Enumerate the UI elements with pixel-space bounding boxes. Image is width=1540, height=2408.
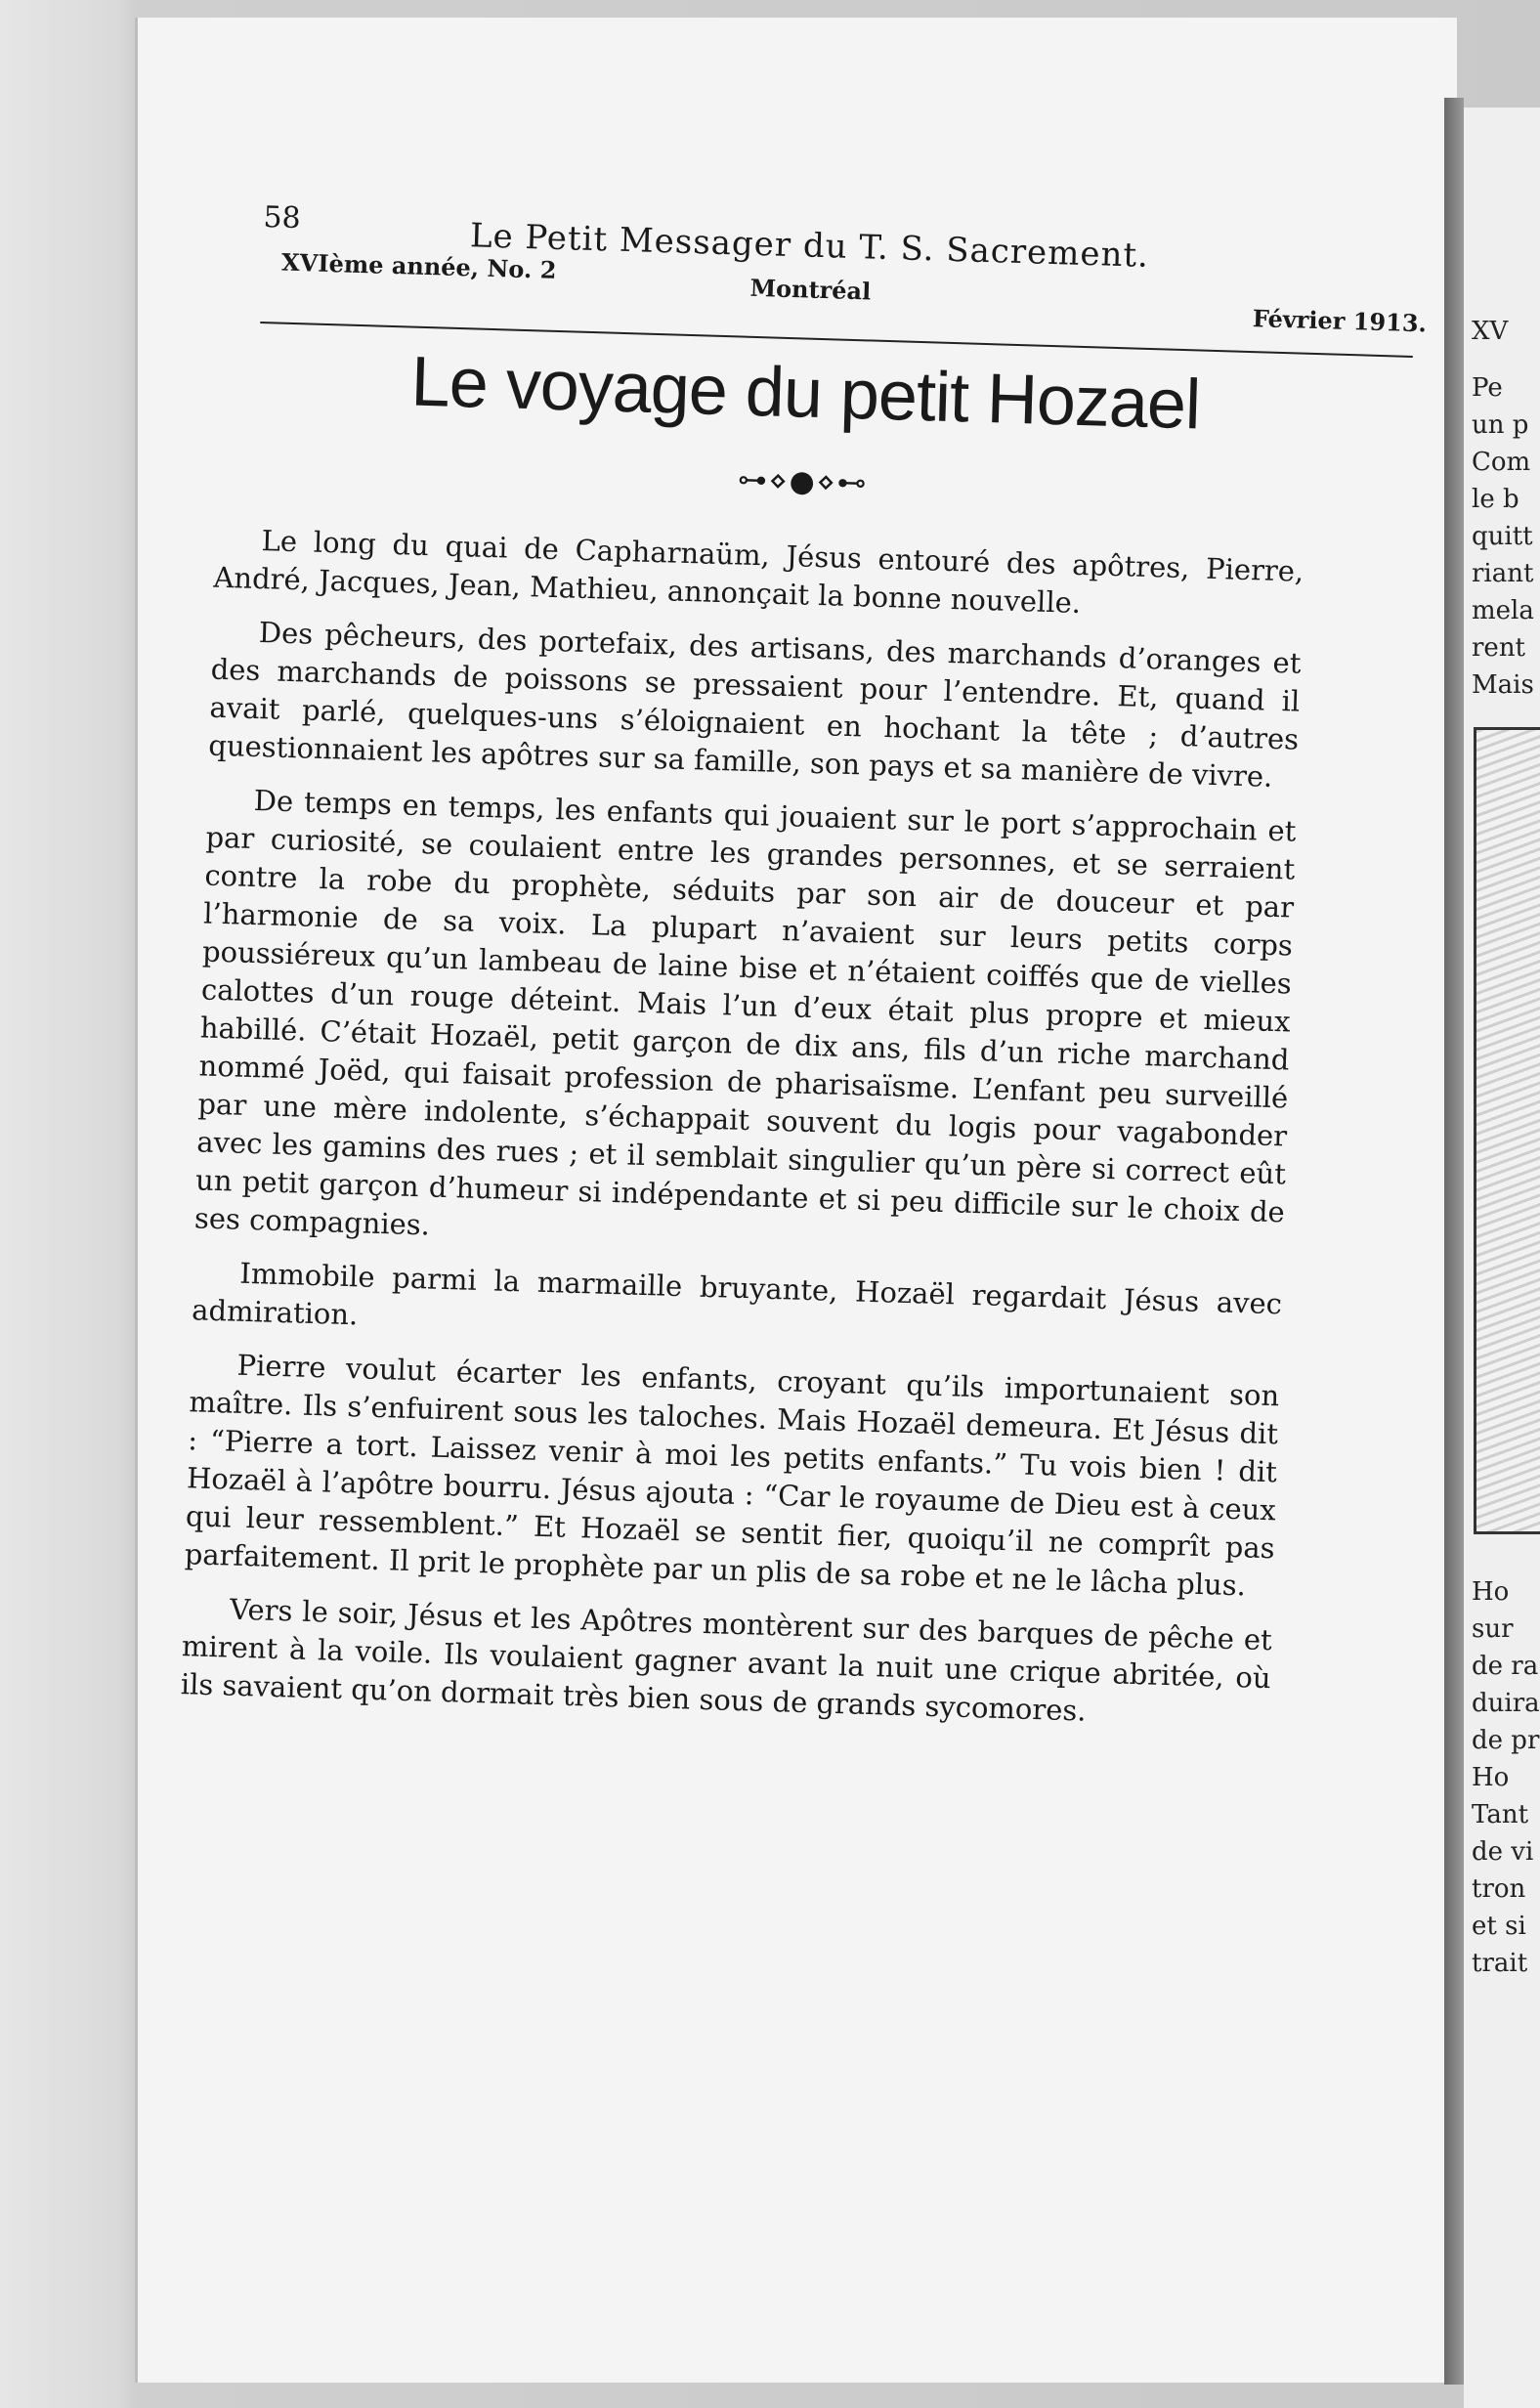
next-page-line-fragment: un p	[1472, 410, 1529, 440]
next-page-line-fragment: quitt	[1472, 522, 1533, 551]
paragraph: De temps en temps, les enfants qui jouaient sur le port s’approchain et par curiosité, se coulaient entre les grandes personnes, et se serraient contre la robe du prophète, séduits par son air de douceur et par l’harmonie de sa voix. La plupart n’avaient sur leurs petits corps poussiéreux qu’un lambeau de laine bise et n’étaient coiffés que de vielles calottes d’un rouge déteint. Mais l’un d’eux était plus propre et mieux habillé. C’était Hozaël, petit garçon de dix ans, fils d’un riche marchand nommé Joëd, qui faisait profession de pharisaïsme. L’enfant peu surveillé par une mère indolente, s’échappait souvent du logis pour vagabonder avec les gamins des rues ; et il semblait singulier qu’un père si correct eût un petit garçon d’humeur si indépendante et si peu difficile sur le choix de ses compagnies.	[193, 783, 1297, 1242]
next-page-text-bottom	[1464, 1573, 1540, 1982]
next-page-edge	[1464, 108, 1540, 2408]
next-page-line-fragment: et si	[1472, 1912, 1526, 1941]
next-page-line-fragment: trait	[1472, 1949, 1528, 1978]
paragraph: Immobile parmi la marmaille bruyante, Hozaël regardait Jésus avec admiration.	[191, 1256, 1283, 1332]
book-spine-shadow	[1444, 98, 1464, 2385]
paragraph: Pierre voulut écarter les enfants, croyant qu’ils importunaient son maître. Ils s’enfuirent sous les taloches. Mais Hozaël demeura. Et Jésus dit : “Pierre a tort. Laissez venir à moi les petits enfants.” Tu vois bien ! dit Hozaël à l’apôtre bourru. Jésus ajouta : “Car le royaume de Dieu est à ceux qui leur ressemblent.” Et Hozaël se sentit fier, quoiqu’il ne comprît pas parfaitement. Il prit le prophète par un plis de sa robe et ne le lâcha plus.	[184, 1348, 1280, 1603]
next-page-line-fragment: riant	[1472, 559, 1534, 588]
next-page-illustration	[1474, 727, 1540, 1534]
volume-info: XVIème année, No. 2	[280, 247, 557, 284]
next-page-line-fragment: Pe	[1472, 373, 1503, 403]
next-page-text-top	[1464, 369, 1540, 704]
paragraph: Des pêcheurs, des portefaix, des artisans, des marchands d’oranges et des marchands de poissons se pressaient pour l’entendre. Et, quand il avait parlé, quelques-uns s’éloignaient en hochant la tête ; d’autres questionnaient les apôtres sur sa famille, son pays et sa manière de vivre.	[207, 616, 1302, 794]
next-page-line-fragment: duira	[1472, 1689, 1540, 1718]
article-title: Le voyage du petit Hozael	[409, 342, 1202, 445]
page-number: 58	[262, 200, 302, 236]
next-page-line-fragment: de vi	[1472, 1837, 1534, 1867]
next-page-line-fragment: Com	[1472, 448, 1531, 477]
next-page-line-fragment: sur	[1472, 1614, 1514, 1644]
city: Montréal	[749, 273, 872, 306]
journal-title: Le Petit Messager du T. S. Sacrement.	[469, 216, 1150, 276]
next-page-line-fragment: Ho	[1472, 1577, 1510, 1607]
next-page-line-fragment: Mais	[1472, 670, 1534, 700]
ornament-divider: ⊶⋄●⋄⊷	[737, 462, 870, 501]
issue-date: Février 1913.	[1252, 304, 1428, 338]
next-page-line-fragment: tron	[1472, 1874, 1526, 1904]
article-body	[180, 521, 1304, 1737]
next-page-header-fragment: XV	[1472, 317, 1509, 346]
page-content	[180, 200, 1436, 1755]
next-page-line-fragment: rent	[1472, 633, 1526, 663]
next-page-line-fragment: mela	[1472, 596, 1534, 625]
next-page-line-fragment: Ho	[1472, 1763, 1510, 1792]
next-page-line-fragment: de pr	[1472, 1726, 1540, 1755]
next-page-line-fragment: Tant	[1472, 1800, 1529, 1829]
next-page-line-fragment: le b	[1472, 485, 1519, 514]
paragraph: Le long du quai de Capharnaüm, Jésus entouré des apôtres, Pierre, André, Jacques, Jean, Mathieu, annonçait la bonne nouvelle.	[213, 524, 1305, 620]
next-page-line-fragment: de ra	[1472, 1652, 1539, 1681]
paragraph: Vers le soir, Jésus et les Apôtres montèrent sur des barques de pêche et mirent à la voile. Ils voulaient gagner avant la nuit une crique abritée, où ils savaient qu’on dormait très bien sous de grands sycomores.	[180, 1592, 1273, 1728]
